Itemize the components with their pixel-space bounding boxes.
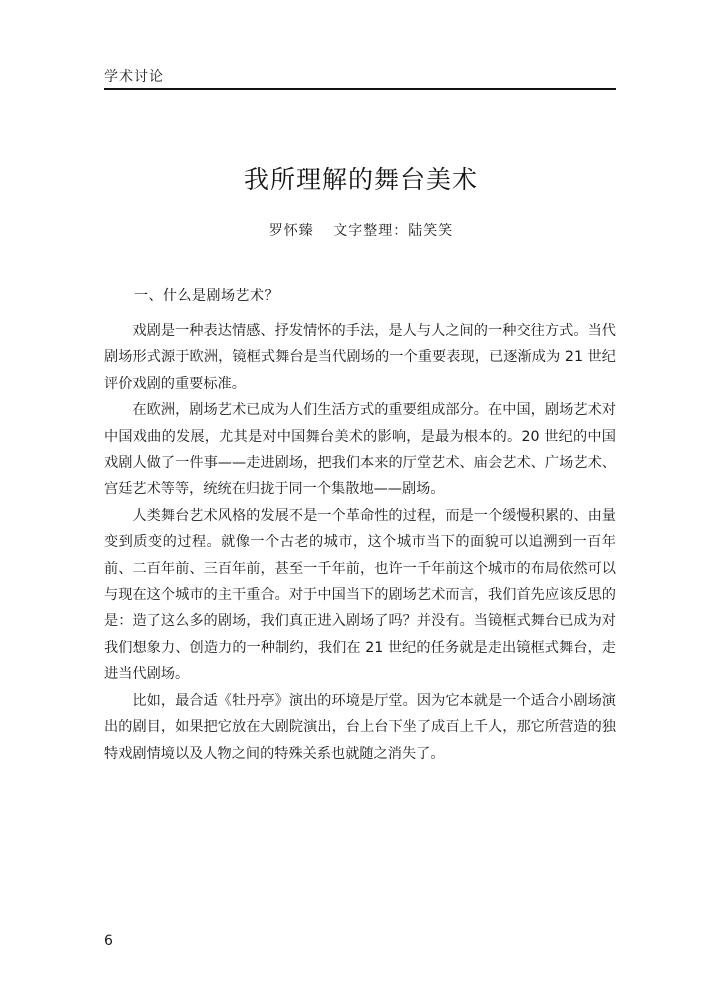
editor-credit: 文字整理：陆笑笑 (333, 223, 454, 239)
page-number: 6 (104, 933, 113, 949)
header-rule (104, 88, 616, 90)
article-title: 我所理解的舞台美术 (243, 165, 478, 194)
paragraph: 戏剧是一种表达情感、抒发情怀的手法，是人与人之间的一种交往方式。当代剧场形式源于欧洲，镜框式舞台是当代剧场的一个重要表现，已逐渐成为 21 世纪评价戏剧的重要标准。 (104, 323, 616, 392)
section-heading: 一、什么是剧场艺术？ (134, 288, 279, 304)
article-body (104, 318, 616, 767)
paragraph: 在欧洲，剧场艺术已成为人们生活方式的重要组成部分。在中国，剧场艺术对中国戏曲的发展，尤其是对中国舞台美术的影响，是最为根本的。20 世纪的中国戏剧人做了一件事——走进剧场，把我们本来的厅堂艺术、庙会艺术、广场艺术、宫廷艺术等等，统统在归拢于同一个集散地——剧场。 (104, 402, 616, 498)
byline (0, 220, 722, 240)
running-head: 学术讨论 (104, 69, 164, 85)
paragraph: 人类舞台艺术风格的发展不是一个革命性的过程，而是一个缓慢积累的、由量变到质变的过程。就像一个古老的城市，这个城市当下的面貌可以追溯到一百年前、二百年前、三百年前，甚至一千年前，也许一千年前这个城市的布局依然可以与现在这个城市的主干重合。对于中国当下的剧场艺术而言，我们首先应该反思的是：造了这么多的剧场，我们真正进入剧场了吗？并没有。当镜框式舞台已成为对我们想象力、创造力的一种制约，我们在 21 世纪的任务就是走出镜框式舞台，走进当代剧场。 (104, 507, 616, 683)
author-name: 罗怀臻 (268, 223, 314, 239)
paragraph: 比如，最合适《牡丹亭》演出的环境是厅堂。因为它本就是一个适合小剧场演出的剧目，如果把它放在大剧院演出，台上台下坐了成百上千人，那它所营造的独特戏剧情境以及人物之间的特殊关系也就随之消失了。 (104, 692, 616, 762)
